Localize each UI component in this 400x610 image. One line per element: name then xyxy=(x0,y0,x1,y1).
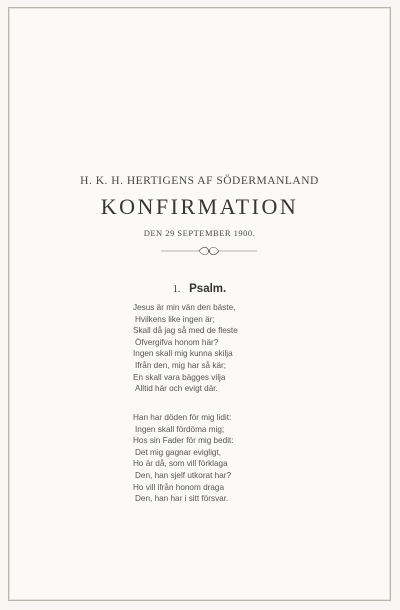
verse-line: Alltid här och evigt där. xyxy=(135,384,218,394)
psalm-title: Psalm. xyxy=(189,283,227,295)
verse-line: Ingen skall fördöma mig; xyxy=(135,424,225,434)
verse-line: Jesus är min vän den bäste, xyxy=(133,303,236,312)
psalm-number: 1. xyxy=(172,284,181,295)
verse-line: Hos sin Fader för mig bedit: xyxy=(133,436,234,446)
page-title: KONFIRMATION xyxy=(100,194,299,219)
date-line: DEN 29 SEPTEMBER 1900. xyxy=(143,228,256,238)
verse-line: Skall då jag så med de fleste xyxy=(133,326,238,336)
verse-line: Han har döden för mig lidit: xyxy=(133,413,232,422)
verse-line: Ifrån den, mig har så kär; xyxy=(135,360,227,370)
verse-line: Det mig gagnar evigligt, xyxy=(135,447,222,457)
stanza-1 xyxy=(133,302,333,395)
verse-line: Den, han har i sitt försvar. xyxy=(135,494,229,504)
verse-line: Hvilkens like ingen är; xyxy=(135,314,215,324)
verse-line: Ho är då, som vill förklaga xyxy=(133,459,228,469)
ornament-divider-icon xyxy=(159,244,259,258)
verse-line: En skall vara bägges vilja xyxy=(133,372,226,382)
psalm-heading xyxy=(9,283,390,295)
document-page xyxy=(8,7,391,601)
dedication-line: H. K. H. HERTIGENS AF SÖDERMANLAND xyxy=(80,175,319,187)
verse-line: Ho vill ifrån honom draga xyxy=(133,482,225,492)
verse-line: Öfvergifva honom här? xyxy=(135,337,219,347)
stanza-2 xyxy=(133,412,333,505)
verse-line: Ingen skall mig kunna skilja xyxy=(133,349,233,359)
verse-line: Den, han sjelf utkorat har? xyxy=(135,470,232,480)
